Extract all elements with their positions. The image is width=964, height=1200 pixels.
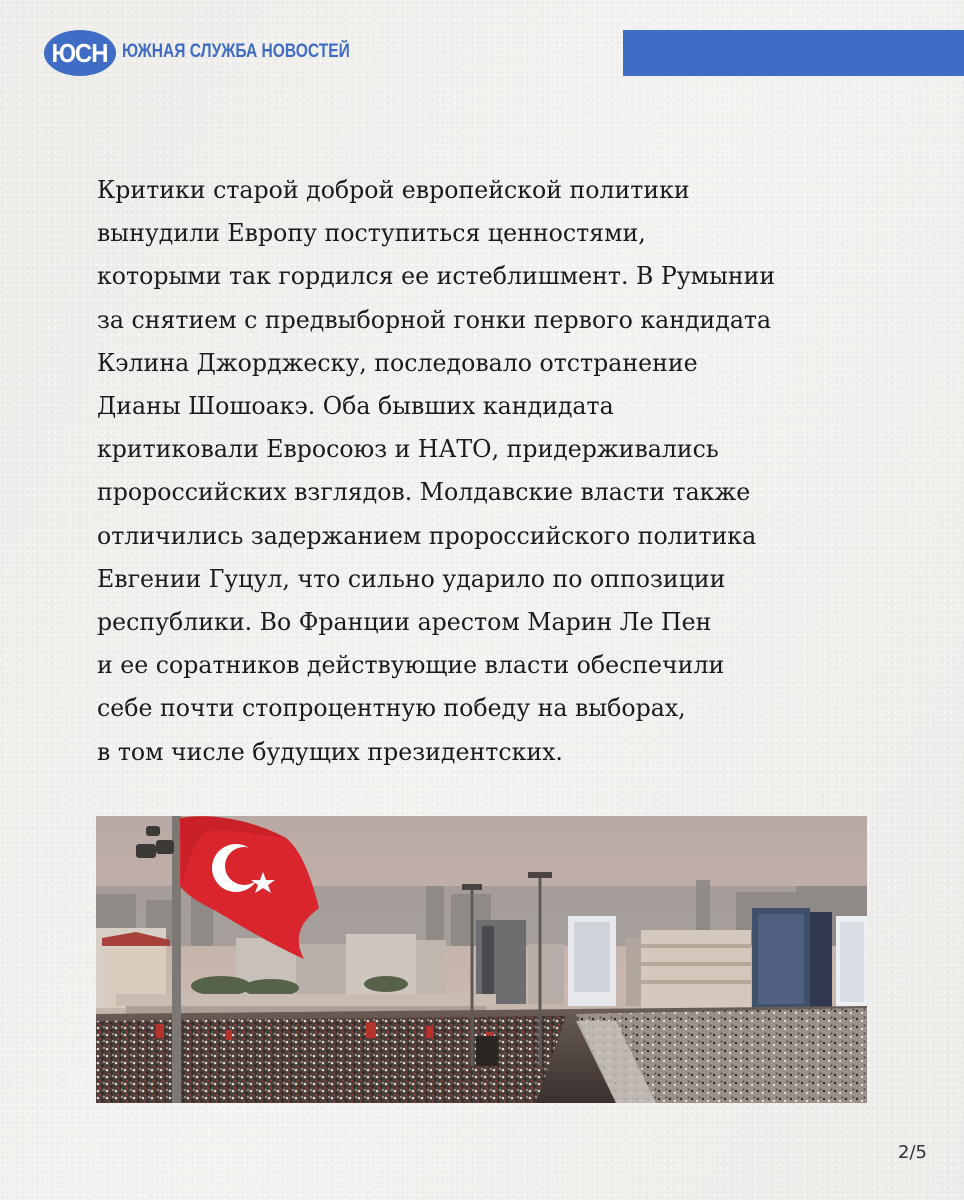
article-line: Дианы Шошоакэ. Оба бывших кандидата bbox=[97, 391, 614, 421]
article-line: которыми так гордился ее истеблишмент. В Румынии bbox=[97, 261, 776, 291]
page-number: 2/5 bbox=[898, 1142, 927, 1163]
article-line: себе почти стопроцентную победу на выборах, bbox=[97, 693, 686, 723]
logo-abbreviation: ЮСН bbox=[51, 37, 109, 68]
header-accent-bar bbox=[623, 30, 964, 76]
article-line: Евгении Гуцул, что сильно ударило по оппозиции bbox=[97, 563, 726, 593]
crowd-photo bbox=[96, 816, 867, 1103]
article-line: отличились задержанием пророссийского политика bbox=[97, 520, 757, 550]
logo-wordmark: ЮЖНАЯ СЛУЖБА НОВОСТЕЙ bbox=[122, 41, 350, 62]
article-line: вынудили Европу поступиться ценностями, bbox=[97, 218, 646, 248]
article-line: в том числе будущих президентских. bbox=[97, 736, 563, 766]
header bbox=[0, 0, 964, 110]
article-body bbox=[97, 168, 887, 773]
article-line: Кэлина Джорджеску, последовало отстранение bbox=[97, 347, 698, 377]
article-line: пророссийских взглядов. Молдавские власти также bbox=[97, 477, 751, 507]
article-line: республики. Во Франции арестом Марин Ле Пен bbox=[97, 607, 712, 637]
article-line: Критики старой доброй европейской политики bbox=[97, 175, 690, 204]
article-line: критиковали Евросоюз и НАТО, придерживались bbox=[97, 434, 719, 464]
logo bbox=[44, 30, 116, 76]
article-line: и ее соратников действующие власти обеспечили bbox=[97, 650, 725, 680]
article-line: за снятием с предвыборной гонки первого кандидата bbox=[97, 304, 772, 334]
